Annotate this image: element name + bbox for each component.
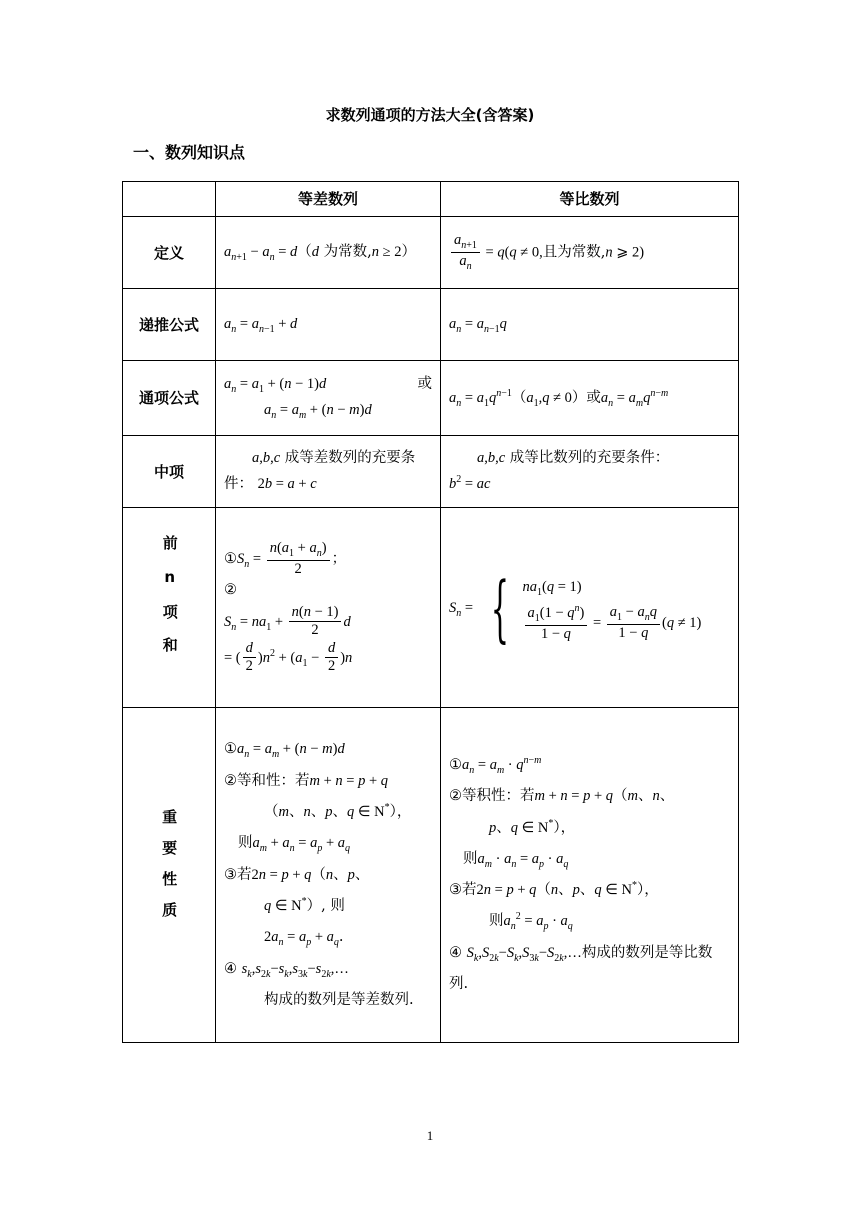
arith-definition: $a_{n+1} - a_n = d(d$ 为常数,n ≥ 2） bbox=[216, 217, 441, 289]
arith-recurrence: $a_n = a_{n-1} + d$ bbox=[216, 289, 441, 361]
label-general: 通项公式 bbox=[123, 361, 216, 436]
label-sum-text: 前n项和 bbox=[160, 534, 179, 670]
label-sum bbox=[123, 508, 216, 708]
label-definition: 定义 bbox=[123, 217, 216, 289]
geo-middle: a,b,c 成等比数列的充要条件： $b^2$ = ac bbox=[441, 436, 739, 508]
row-recurrence bbox=[123, 289, 739, 361]
header-arithmetic: 等差数列 bbox=[216, 182, 441, 217]
label-properties bbox=[123, 708, 216, 1043]
arith-middle: a,b,c 成等差数列的充要条件： 2b = a + c bbox=[216, 436, 441, 508]
geo-definition: $\frac{a_{n+1}}{a_n}$ = q(q ≠ 0,且为常数,n ⩾ 2) bbox=[441, 217, 739, 289]
arith-general-or: 或 bbox=[417, 375, 432, 392]
geo-general: $a_n = a_1q^{n-1}(a_1,q \ne 0)$或$a_n = a_mq^{n-m}$ bbox=[441, 361, 739, 436]
row-sum bbox=[123, 508, 739, 708]
arith-sum: $①S_n$ = $\frac{n(a_1 + a_n)}{2}$ ； ② $S_n = na_1$ + $\frac{n(n - 1)}{2}$ d = ( $\frac{d}{2}$ )$n^2 + (a_1$ − $\frac{d}{2}$ )n bbox=[216, 508, 441, 708]
geo-sum: $S_n$ = { $na_1(q = 1)$ $\frac{a_1(1 - q^n)}{1 - q}$ = $\frac{a_1 - a_nq}{1 - q}$ (q ≠ 1) bbox=[441, 508, 739, 708]
geo-prop2-then: 则 bbox=[463, 850, 478, 867]
arith-prop2-text: 等和性：若 bbox=[237, 772, 310, 789]
geo-def-cond: 且为常数, bbox=[542, 244, 606, 261]
arith-prop4-text: 构成的数列是等差数列. bbox=[264, 992, 414, 1008]
table-header-row bbox=[123, 182, 739, 217]
page-number: 1 bbox=[426, 1128, 434, 1143]
geo-general-or: 或 bbox=[586, 389, 601, 406]
geo-recurrence: $a_n = a_{n-1}q$ bbox=[441, 289, 739, 361]
arith-middle-text: 成等差数列的充要条件： bbox=[224, 450, 416, 492]
header-geometric: 等比数列 bbox=[441, 182, 739, 217]
arith-properties: $①a_n = a_m + (n - m)d$ ②等和性：若m + n = p + q （m、n、p、q ∈ N*）， 则$a_m + a_n = a_p + a_q$ ③若2n = p + q（n、p、 q ∈ N*）, 则 $2a_n = a_p + a_q$. ④ $s_k,s_{2k}-s_k,s_{3k}-s_{2k},\dots$ 构成的数列是等差数列. bbox=[216, 708, 441, 1043]
geo-prop4-text: 构成的数列是等比数列. bbox=[449, 944, 713, 993]
arith-prop3-then: 则 bbox=[330, 897, 345, 914]
label-properties-text: 重要性质 bbox=[160, 809, 179, 934]
arith-prop2-then: 则 bbox=[238, 835, 253, 852]
row-middle-term bbox=[123, 436, 739, 508]
label-middle: 中项 bbox=[123, 436, 216, 508]
section-heading: 一、数列知识点 bbox=[133, 143, 246, 162]
arith-general: $a_n = a_1 + (n - 1)d$ 或 $a_n = a_m + (n - m)d$ bbox=[216, 361, 441, 436]
header-empty bbox=[123, 182, 216, 217]
page-title: 求数列通项的方法大全(含答案) bbox=[325, 106, 535, 124]
geo-properties: $①a_n = a_m \cdot q^{n-m}$ ②等积性：若m + n = p + q（m、n、 p、q ∈ N*）， 则$a_m \cdot a_n = a_p \cdot a_q$ ③若2n = p + q（n、p、q ∈ N*）， 则$a_n^2 = a_p \cdot a_q$ ④ $S_k,S_{2k}-S_k,S_{3k}-S_{2k},\dots$构成的数列是等比数列. bbox=[441, 708, 739, 1043]
label-recurrence: 递推公式 bbox=[123, 289, 216, 361]
geo-prop3-then: 则 bbox=[489, 913, 504, 930]
row-properties bbox=[123, 708, 739, 1043]
geo-prop3-if: 若 bbox=[462, 882, 477, 899]
row-general-term bbox=[123, 361, 739, 436]
geo-prop2-text: 等积性：若 bbox=[462, 788, 535, 805]
arith-prop3-if: 若 bbox=[237, 866, 252, 883]
arith-def-cond: 为常数, bbox=[323, 243, 372, 260]
row-definition bbox=[123, 217, 739, 289]
formula-table bbox=[122, 181, 739, 1043]
geo-middle-text: 成等比数列的充要条件： bbox=[509, 449, 670, 466]
